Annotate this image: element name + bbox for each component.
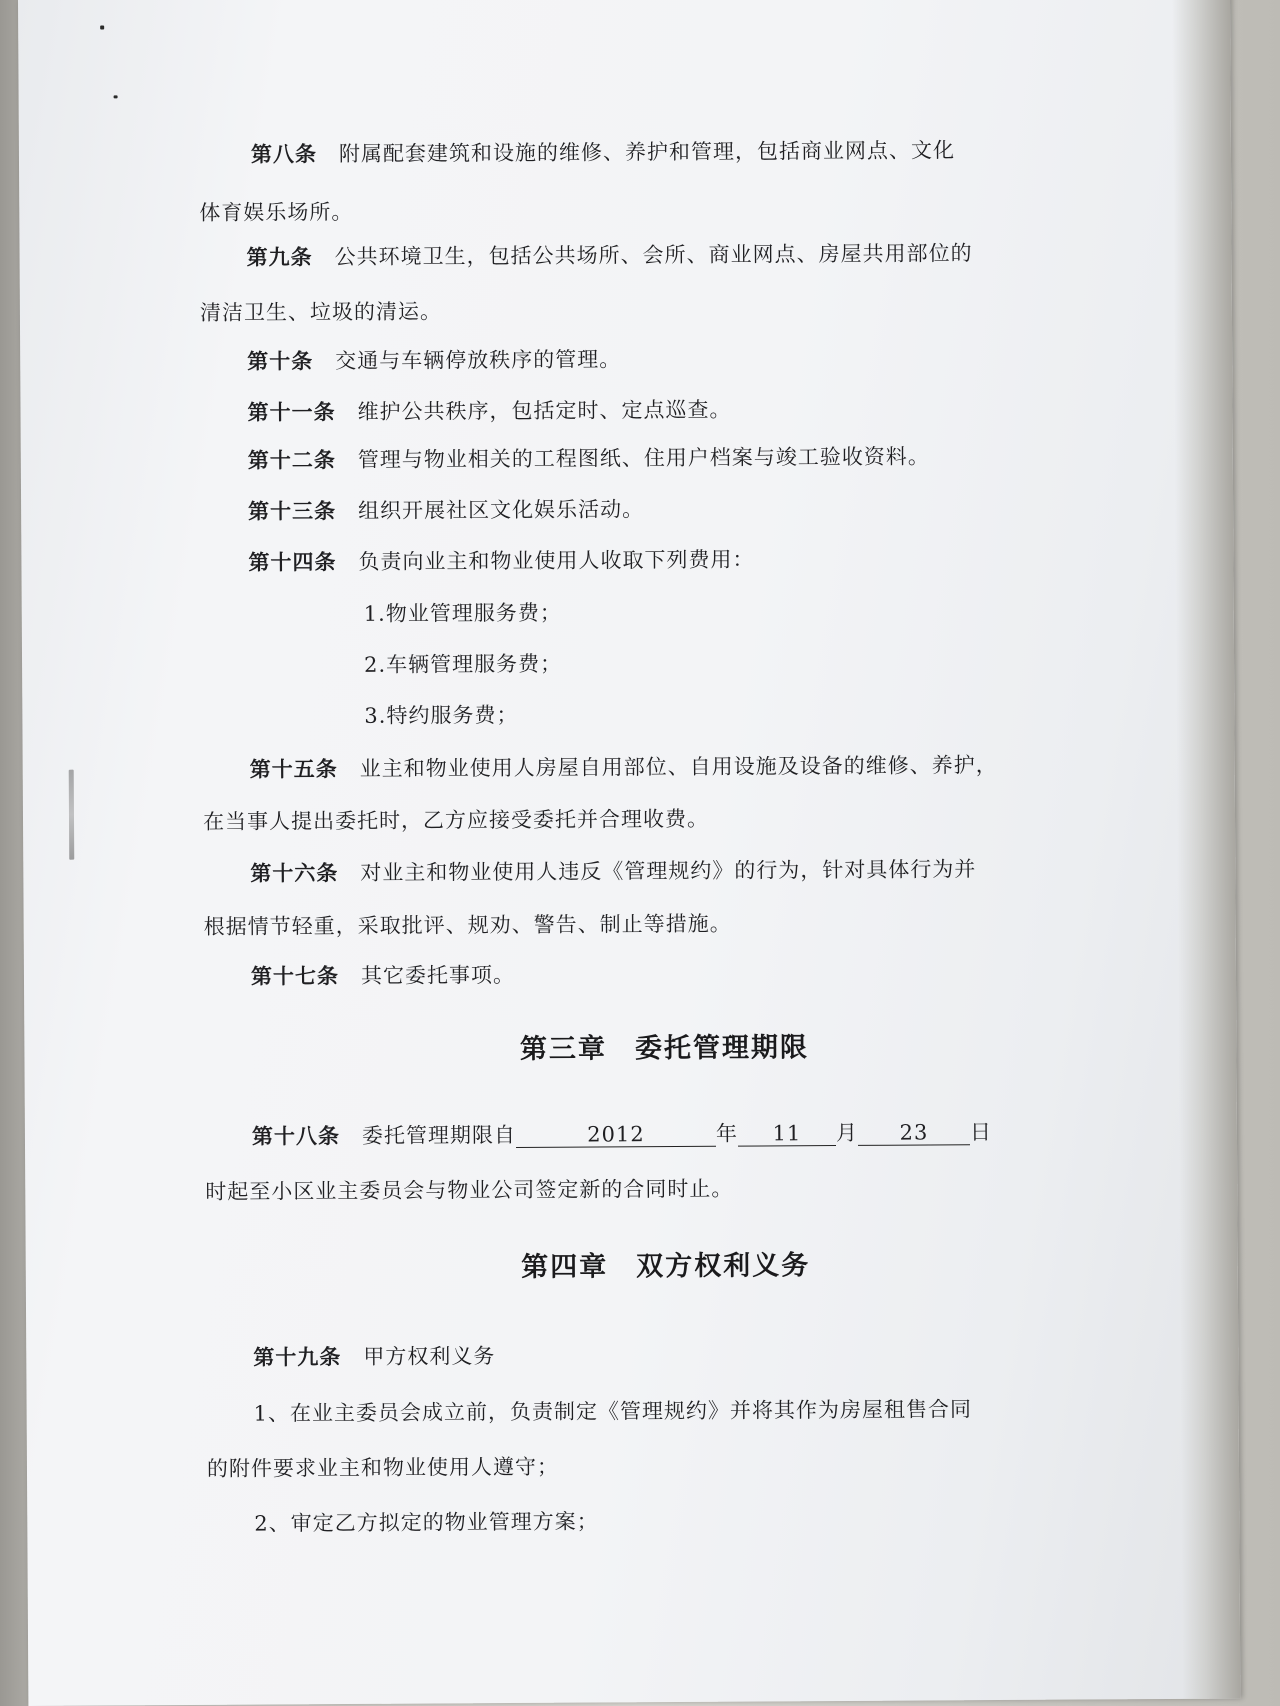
- staple-mark: [69, 770, 75, 860]
- article-19-item-1-continuation: 的附件要求业主和物业使用人遵守；: [206, 1454, 560, 1481]
- article-16-continuation: 根据情节轻重，采取批评、规劝、警告、制止等措施。: [203, 911, 732, 939]
- article-10-text: 交通与车辆停放秩序的管理。: [335, 347, 622, 374]
- article-16-number: 第十六条: [250, 860, 339, 886]
- chapter-3-number: 第三章: [519, 1033, 608, 1065]
- article-19-item-2: 2、审定乙方拟定的物业管理方案；: [254, 1509, 599, 1536]
- article-9-number: 第九条: [246, 244, 313, 270]
- paper-speck: [100, 25, 104, 29]
- article-18-number: 第十八条: [251, 1123, 341, 1149]
- article-12-text: 管理与物业相关的工程图纸、住用户档案与竣工验收资料。: [357, 444, 930, 472]
- month-unit: 月: [835, 1120, 859, 1146]
- article-8-continuation: 体育娱乐场所。: [199, 199, 354, 225]
- article-16-text: 对业主和物业使用人违反《管理规约》的行为，针对具体行为并: [360, 857, 977, 885]
- article-11: [247, 394, 731, 427]
- article-17-number: 第十七条: [250, 963, 340, 989]
- article-17: [251, 959, 515, 991]
- start-year-field: 2012: [516, 1122, 716, 1148]
- article-14-number: 第十四条: [248, 549, 337, 575]
- paper-speck: [114, 95, 118, 98]
- article-17-text: 其它委托事项。: [360, 962, 516, 988]
- article-19: [253, 1340, 495, 1371]
- article-14: [248, 544, 754, 577]
- article-18: [252, 1116, 992, 1151]
- article-18-continuation: 时起至小区业主委员会与物业公司签定新的合同时止。: [205, 1176, 734, 1204]
- article-10-number: 第十条: [247, 348, 314, 374]
- article-13: [248, 493, 644, 525]
- document-page: [18, 0, 1240, 1706]
- article-19-number: 第十九条: [253, 1344, 342, 1370]
- chapter-4-number: 第四章: [521, 1251, 609, 1283]
- article-8: [251, 134, 955, 168]
- article-19-text: 甲方权利义务: [363, 1344, 496, 1369]
- chapter-3-title: 委托管理期限: [634, 1032, 810, 1065]
- article-9-continuation: 清洁卫生、垃圾的清运。: [199, 299, 442, 325]
- article-15-text: 业主和物业使用人房屋自用部位、自用设施及设备的维修、养护，: [359, 753, 998, 781]
- article-13-text: 组织开展社区文化娱乐活动。: [358, 497, 645, 523]
- article-15-number: 第十五条: [249, 756, 338, 782]
- article-9-text: 公共环境卫生，包括公共场所、会所、商业网点、房屋共用部位的: [334, 241, 973, 270]
- article-9: [246, 237, 972, 271]
- article-11-number: 第十一条: [247, 399, 336, 425]
- article-15: [250, 749, 998, 784]
- article-13-number: 第十三条: [248, 498, 337, 524]
- article-10: [247, 343, 621, 375]
- article-16: [250, 853, 976, 887]
- chapter-3-heading: [24, 1022, 1280, 1069]
- fee-item-2: 2.车辆管理服务费；: [363, 651, 563, 677]
- article-18-text: 委托管理期限自: [361, 1122, 517, 1148]
- start-month-field: 11: [738, 1121, 836, 1147]
- article-8-text: 附属配套建筑和设施的维修、养护和管理，包括商业网点、文化: [338, 138, 956, 167]
- article-12-number: 第十二条: [247, 447, 336, 473]
- article-15-continuation: 在当事人提出委托时，乙方应接受委托并合理收费。: [202, 806, 710, 834]
- article-14-text: 负责向业主和物业使用人收取下列费用：: [358, 547, 755, 574]
- year-unit: 年: [715, 1121, 739, 1146]
- chapter-4-title: 双方权利义务: [636, 1250, 811, 1283]
- article-11-text: 维护公共秩序，包括定时、定点巡查。: [357, 397, 732, 424]
- article-12: [248, 440, 930, 474]
- chapter-4-heading: [26, 1240, 1280, 1287]
- fee-item-1: 1.物业管理服务费；: [363, 600, 562, 626]
- day-unit: 日: [969, 1120, 993, 1145]
- start-day-field: 23: [858, 1120, 970, 1146]
- article-19-item-1: 1、在业主委员会成立前，负责制定《管理规约》并将其作为房屋租售合同: [253, 1397, 973, 1426]
- fee-item-3: 3.特约服务费；: [364, 702, 519, 728]
- page-edge-shadow: [1172, 0, 1240, 1699]
- article-8-number: 第八条: [250, 141, 318, 167]
